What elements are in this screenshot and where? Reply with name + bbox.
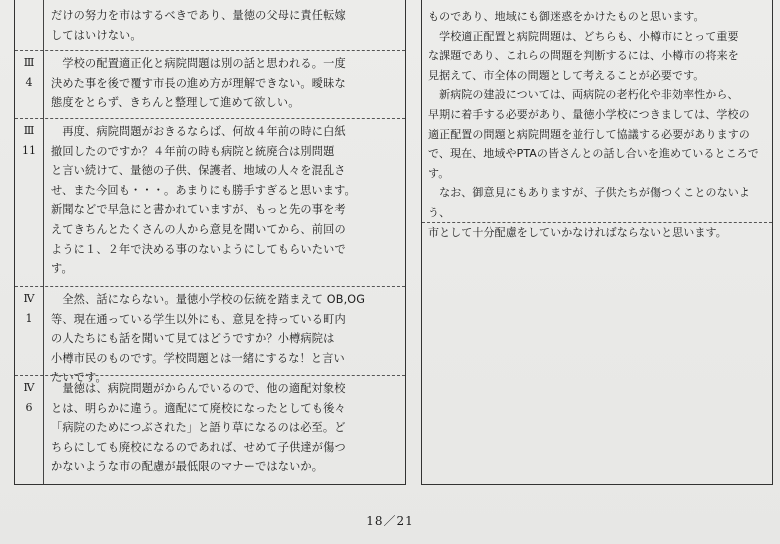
response-text: ものであり、地域にも御迷惑をかけたものと思います。 学校適正配置と病院問題は、どちらも、小樽市にとって重要 な課題であり、これらの問題を判断するには、小樽市の将来を 見据えて、市全体の問題として考えることが必要です。 新病院の建設については、両病院の老朽化や非効率性から、 早期に着手する必要があり、量徳小学校につきましては、学校の 適正配置の問題と病院問題を並行して協議する必要がありますの で、現在、地域やPTAの皆さんとの話し合いを進めているところで す。 なお、御意見にもありますが、子供たちが傷つくことのないよう、 市として十分配慮をしていかなければならないと思います。 <box>428 10 759 239</box>
opinion-text: 全然、話にならない。量徳小学校の伝統を踏まえて OB,OG 等、現在通っている学生以外にも、意見を持っている町内 の人たちにも話を聞いて見てはどうですか？小樽病院は 小樽市民のものです。学校問題とは一緒にするな！と言い たいです。 <box>51 293 366 385</box>
opinion-row <box>15 375 405 484</box>
row-index: Ⅳ 1 <box>23 292 35 325</box>
opinion-row <box>15 0 405 50</box>
row-index: Ⅲ 11 <box>22 124 36 157</box>
opinion-row <box>15 50 405 117</box>
opinion-row <box>15 286 405 385</box>
page-number: 18／21 <box>366 514 414 528</box>
opinions-table <box>14 0 406 485</box>
row-index: Ⅳ 6 <box>23 381 35 414</box>
opinion-row <box>15 118 405 285</box>
opinion-text: 学校の配置適正化と病院問題は別の話と思われる。一度 決めた事を後で覆す市長の進め方が理解できない。曖昧な 態度をとらず、きちんと整理して進めて欲しい。 <box>51 57 346 110</box>
response-divider <box>422 222 772 223</box>
opinion-text: だけの努力を市はするべきであり、量徳の父母に責任転嫁 してはいけない。 <box>51 9 346 42</box>
opinion-text: 再度、病院問題がおきるならば、何故４年前の時に白紙 撤回したのですか？４年前の時も病院と統廃合は別問題 と言い続けて、量徳の子供、保護者、地域の人々を混乱さ せ、また今回も・・・。あまりにも勝手すぎると思います。 新聞などで早急にと書かれていますが、もっと先の事を考 えてきちんとたくさんの人から意見を聞いてから、前回の ように１、２年で決める事のないようにしてもらいたいで す。 <box>51 125 356 276</box>
row-index: Ⅲ 4 <box>23 56 35 89</box>
opinion-text: 量徳は、病院問題がからんでいるので、他の適配対象校 とは、明らかに違う。適配にて廃校になったとしても後々 「病院のためにつぶされた」と語り草になるのは必至。ど ちらにしても廃校になるのであれば、せめて子供達が傷つ かないような市の配慮が最低限のマナーではないか。 <box>51 382 346 474</box>
response-table <box>421 0 773 485</box>
